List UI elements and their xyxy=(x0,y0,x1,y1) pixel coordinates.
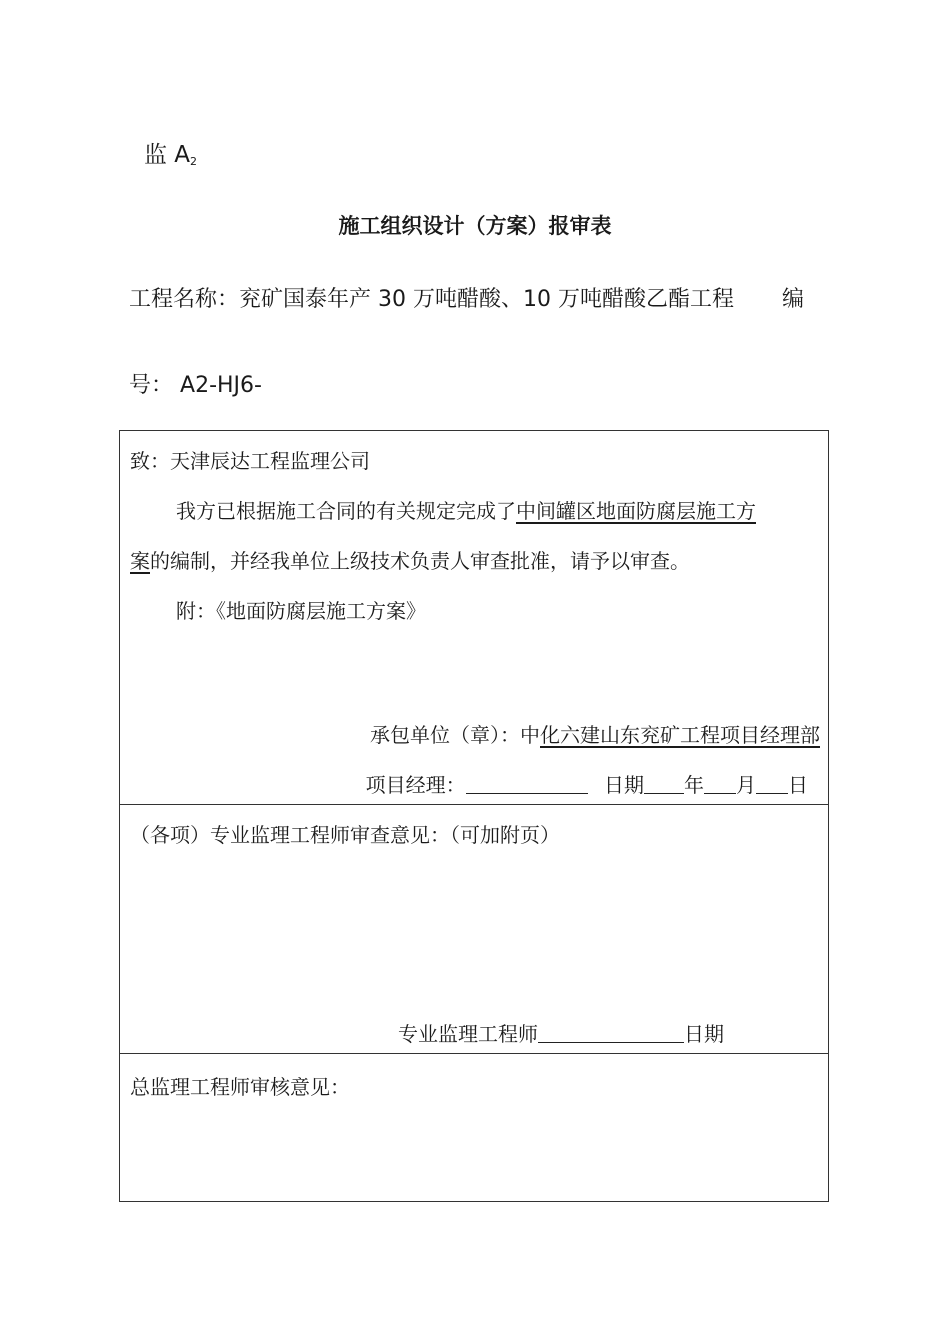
form-code-subscript: 2 xyxy=(190,155,198,168)
manager-blank[interactable] xyxy=(466,775,588,794)
review-form-table xyxy=(119,430,829,1202)
day-blank[interactable] xyxy=(756,775,788,794)
project-name-line xyxy=(129,282,734,313)
project-label: 工程名称： xyxy=(129,287,240,312)
engineer-label: 专业监理工程师 xyxy=(398,1022,538,1046)
contractor-line xyxy=(370,719,820,748)
to-label: 致： xyxy=(130,449,170,473)
engineer-blank[interactable] xyxy=(538,1024,684,1043)
plan-name-line1: 中间罐区地面防腐层施工方 xyxy=(516,499,756,523)
month-blank[interactable] xyxy=(704,775,736,794)
code-line xyxy=(129,368,262,399)
date-blank[interactable] xyxy=(644,775,684,794)
divider-1 xyxy=(120,804,828,805)
divider-2 xyxy=(120,1053,828,1054)
body-prefix: 我方已根据施工合同的有关规定完成了 xyxy=(176,499,516,523)
body-line-2 xyxy=(130,545,690,574)
manager-label: 项目经理： xyxy=(365,773,466,797)
date-label: 日期 xyxy=(604,773,644,797)
attachment-line: 附：《地面防腐层施工方案》 xyxy=(176,599,426,623)
day-label: 日 xyxy=(788,773,808,797)
chief-review-heading: 总监理工程师审核意见： xyxy=(130,1075,350,1099)
year-label: 年 xyxy=(684,773,704,797)
to-company: 天津辰达工程监理公司 xyxy=(170,449,370,473)
code-label-part1: 编 xyxy=(782,287,805,312)
engineer-date-label: 日期 xyxy=(684,1022,724,1046)
engineer-sign-line xyxy=(398,1018,724,1047)
engineer-review-heading: （各项）专业监理工程师审查意见：（可加附页） xyxy=(130,823,560,847)
form-code-main: 监 A xyxy=(144,142,191,168)
manager-date-line xyxy=(366,769,808,798)
contractor-label: 承包单位（章）：中 xyxy=(370,723,540,747)
plan-name-line2: 案 xyxy=(130,549,150,573)
form-code xyxy=(144,136,197,169)
project-name: 兖矿国泰年产 30 万吨醋酸、10 万吨醋酸乙酯工程 xyxy=(239,287,734,312)
body-line-1 xyxy=(176,495,756,524)
addressee xyxy=(130,445,370,474)
body-suffix: 的编制，并经我单位上级技术负责人审查批准，请予以审查。 xyxy=(150,549,690,573)
contractor-name: 化六建山东兖矿工程项目经理部 xyxy=(540,723,820,747)
month-label: 月 xyxy=(736,773,756,797)
code-label-part2: 号： xyxy=(129,373,174,398)
code-value: A2-HJ6- xyxy=(180,373,262,398)
document-title: 施工组织设计（方案）报审表 xyxy=(338,214,612,238)
